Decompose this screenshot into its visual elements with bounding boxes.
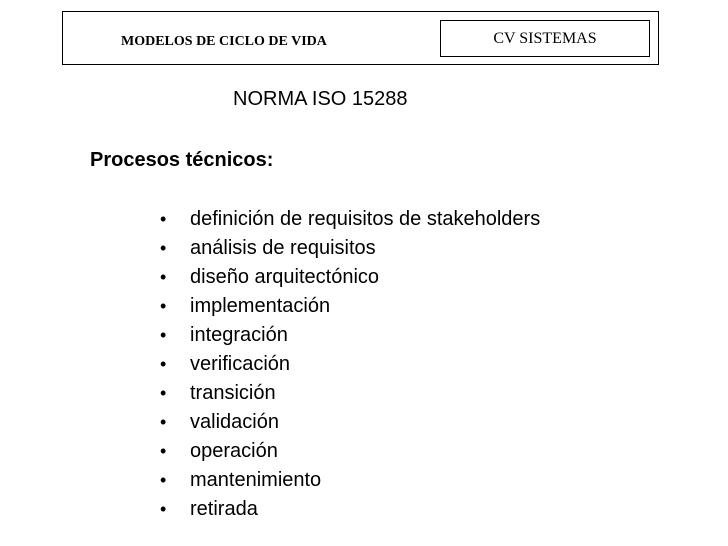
bullet-icon: • xyxy=(160,499,167,519)
list-item-label: retirada xyxy=(190,498,258,520)
bullet-icon: • xyxy=(160,412,167,432)
header-badge xyxy=(440,20,650,57)
bullet-icon: • xyxy=(160,209,167,229)
bullet-icon: • xyxy=(160,383,167,403)
bullet-icon: • xyxy=(160,325,167,345)
bullet-icon: • xyxy=(160,354,167,374)
bullet-icon: • xyxy=(160,238,167,258)
list-item-label: definición de requisitos de stakeholders xyxy=(190,208,541,230)
header-frame xyxy=(62,11,659,65)
norma-heading: NORMA ISO 15288 xyxy=(233,88,408,110)
section-title: Procesos técnicos: xyxy=(90,149,274,171)
list-item-label: validación xyxy=(190,411,279,433)
bullet-icon: • xyxy=(160,470,167,490)
bullet-icon: • xyxy=(160,267,167,287)
header-badge-label: CV SISTEMAS xyxy=(493,29,597,47)
bullet-icon: • xyxy=(160,296,167,316)
bullet-icon: • xyxy=(160,441,167,461)
list-item-label: verificación xyxy=(190,353,291,375)
list-item-label: análisis de requisitos xyxy=(190,237,376,259)
list-item-label: implementación xyxy=(190,295,331,317)
list-item-label: transición xyxy=(190,382,276,404)
list-item-label: integración xyxy=(190,324,288,346)
list-item-label: operación xyxy=(190,440,278,462)
list-item-label: mantenimiento xyxy=(190,469,322,491)
header-title: MODELOS DE CICLO DE VIDA xyxy=(121,34,327,49)
list-item-label: diseño arquitectónico xyxy=(190,266,380,288)
